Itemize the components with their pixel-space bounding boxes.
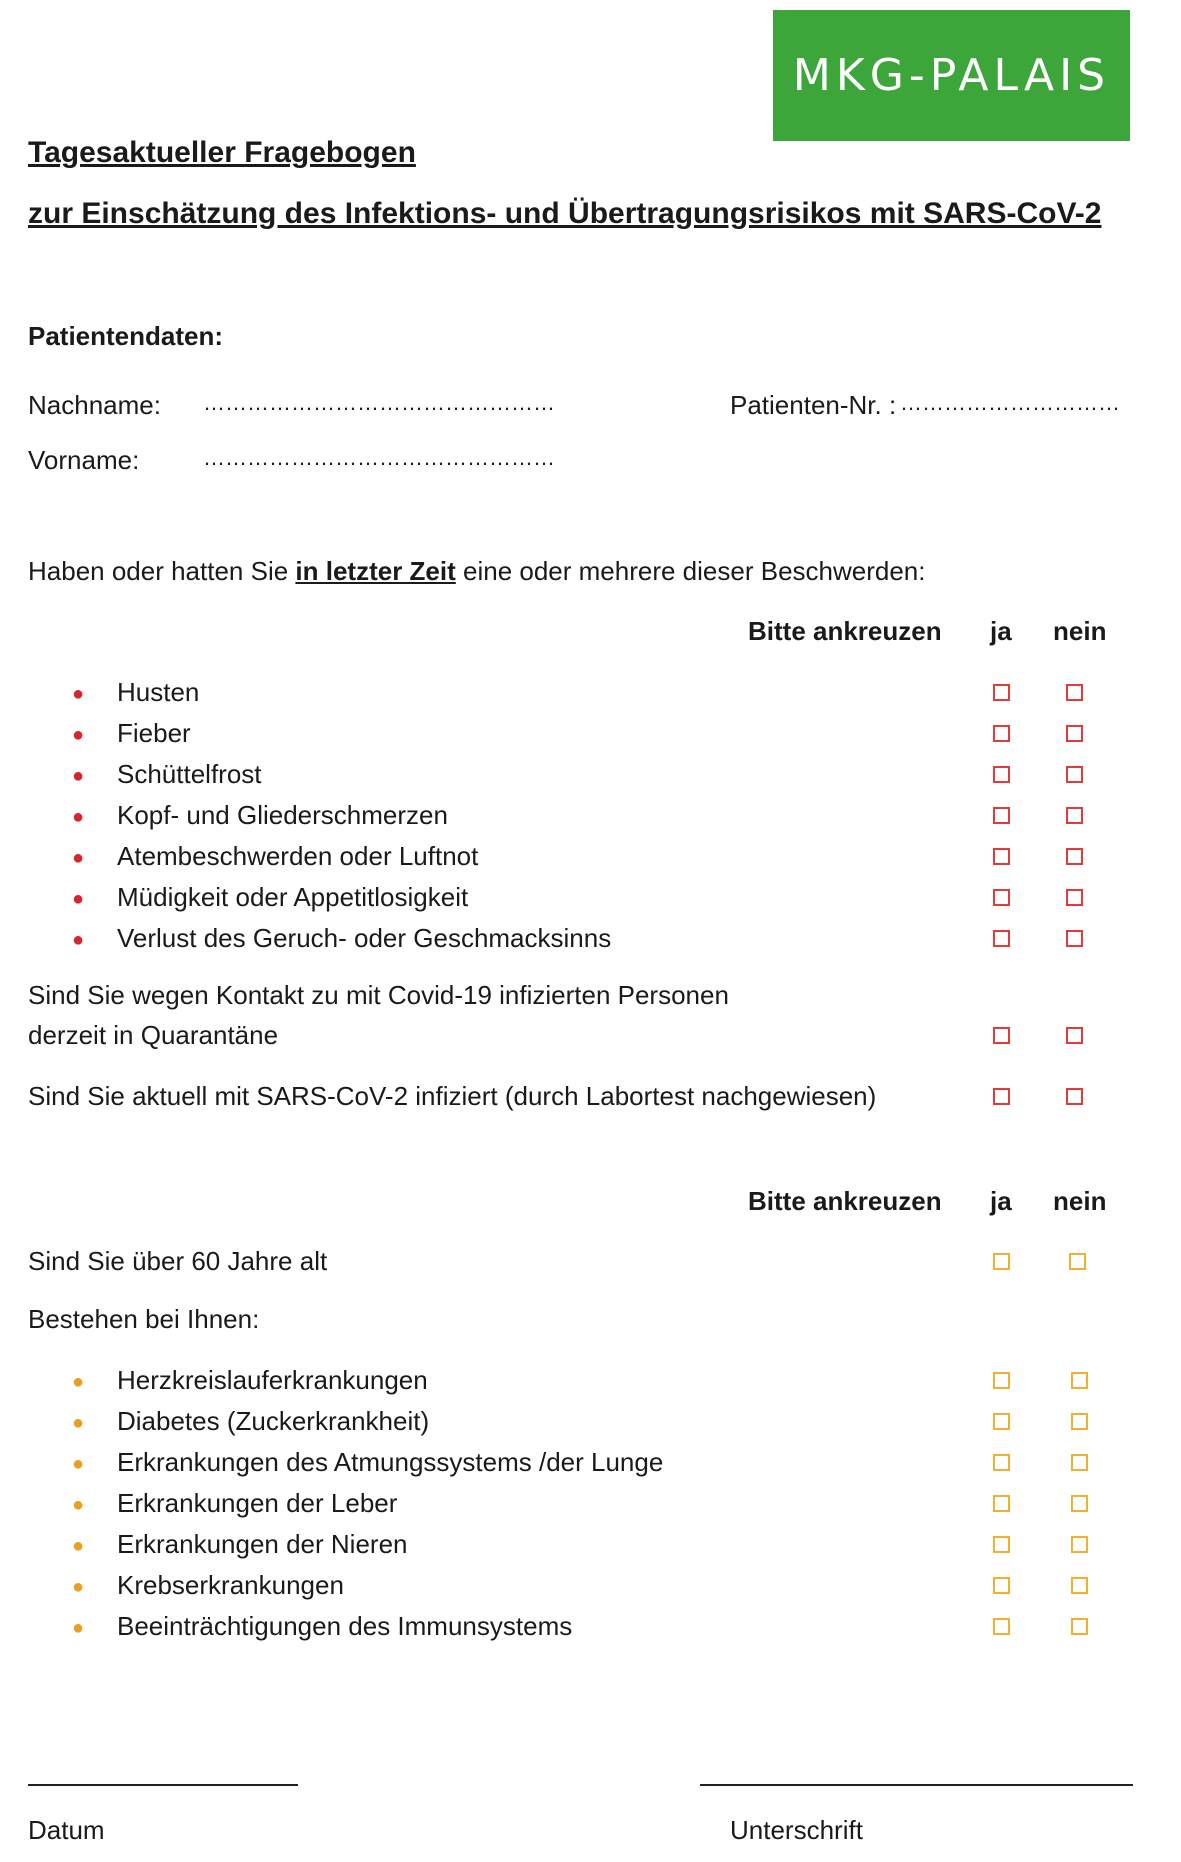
signature-line (700, 1784, 1133, 1786)
list-item: Erkrankungen der Nieren (117, 1529, 408, 1559)
no-checkbox[interactable] (1071, 1577, 1088, 1594)
no-checkbox[interactable] (1066, 848, 1083, 865)
header2-yes: ja (990, 1186, 1012, 1216)
symptoms-question: Haben oder hatten Sie in letzter Zeit eine oder mehrere dieser Beschwerden: (28, 556, 926, 586)
no-checkbox[interactable] (1071, 1372, 1088, 1389)
yes-checkbox[interactable] (993, 848, 1010, 865)
bullet-icon: ● (72, 1371, 85, 1393)
yes-checkbox[interactable] (993, 930, 1010, 947)
bullet-icon: ● (72, 1412, 85, 1434)
list-item: Krebserkrankungen (117, 1570, 344, 1600)
lastname-field[interactable]: ………………………………………… (203, 390, 555, 415)
logo-text: MKG-PALAIS (792, 50, 1111, 101)
firstname-label: Vorname: (28, 445, 140, 475)
emphasis-recent: in letzter Zeit (295, 556, 456, 586)
yes-checkbox[interactable] (993, 1577, 1010, 1594)
patient-number-field[interactable]: ………………………… (900, 390, 1120, 415)
bullet-icon: ● (72, 683, 85, 705)
list-item: Schüttelfrost (117, 759, 262, 789)
bullet-icon: ● (72, 929, 85, 951)
bullet-icon: ● (72, 1617, 85, 1639)
header2-instruction: Bitte ankreuzen (748, 1186, 942, 1216)
list-item: Atembeschwerden oder Luftnot (117, 841, 479, 871)
header-no: nein (1053, 616, 1107, 646)
quarantine-question-line2: derzeit in Quarantäne (28, 1020, 279, 1050)
yes-checkbox[interactable] (993, 725, 1010, 742)
yes-checkbox[interactable] (993, 1618, 1010, 1635)
bullet-icon: ● (72, 1576, 85, 1598)
quarantine-yes-checkbox[interactable] (993, 1027, 1010, 1044)
no-checkbox[interactable] (1071, 1536, 1088, 1553)
infected-yes-checkbox[interactable] (993, 1088, 1010, 1105)
quarantine-question-line1: Sind Sie wegen Kontakt zu mit Covid-19 infizierten Personen (28, 980, 729, 1010)
header-yes: ja (990, 616, 1012, 646)
lastname-label: Nachname: (28, 390, 161, 420)
yes-checkbox[interactable] (993, 1413, 1010, 1430)
infected-question: Sind Sie aktuell mit SARS-CoV-2 infiziert (durch Labortest nachgewiesen) (28, 1081, 877, 1111)
list-item: Müdigkeit oder Appetitlosigkeit (117, 882, 469, 912)
list-item: Herzkreislauferkrankungen (117, 1365, 428, 1395)
signature-label: Unterschrift (730, 1815, 863, 1845)
yes-checkbox[interactable] (993, 766, 1010, 783)
list-item: Erkrankungen des Atmungssystems /der Lunge (117, 1447, 664, 1477)
bullet-icon: ● (72, 1494, 85, 1516)
no-checkbox[interactable] (1071, 1413, 1088, 1430)
yes-checkbox[interactable] (993, 1495, 1010, 1512)
yes-checkbox[interactable] (993, 1454, 1010, 1471)
date-label: Datum (28, 1815, 105, 1845)
infected-no-checkbox[interactable] (1066, 1088, 1083, 1105)
bullet-icon: ● (72, 724, 85, 746)
bullet-icon: ● (72, 806, 85, 828)
list-item: Diabetes (Zuckerkrankheit) (117, 1406, 430, 1436)
logo (773, 10, 1130, 141)
bullet-icon: ● (72, 1453, 85, 1475)
header-instruction: Bitte ankreuzen (748, 616, 942, 646)
form-subtitle: zur Einschätzung des Infektions- und Übertragungsrisikos mit SARS-CoV-2 (28, 197, 1102, 230)
age-question: Sind Sie über 60 Jahre alt (28, 1246, 328, 1276)
no-checkbox[interactable] (1066, 930, 1083, 947)
list-item: Kopf- und Gliederschmerzen (117, 800, 448, 830)
yes-checkbox[interactable] (993, 889, 1010, 906)
patient-number-label: Patienten-Nr. : (730, 390, 897, 420)
no-checkbox[interactable] (1066, 725, 1083, 742)
list-item: Erkrankungen der Leber (117, 1488, 398, 1518)
no-checkbox[interactable] (1066, 766, 1083, 783)
age-yes-checkbox[interactable] (993, 1253, 1010, 1270)
no-checkbox[interactable] (1071, 1495, 1088, 1512)
no-checkbox[interactable] (1071, 1454, 1088, 1471)
yes-checkbox[interactable] (993, 1536, 1010, 1553)
bullet-icon: ● (72, 1535, 85, 1557)
date-line (28, 1784, 298, 1786)
list-item: Verlust des Geruch- oder Geschmacksinns (117, 923, 612, 953)
yes-checkbox[interactable] (993, 684, 1010, 701)
conditions-heading: Bestehen bei Ihnen: (28, 1304, 260, 1334)
quarantine-no-checkbox[interactable] (1066, 1027, 1083, 1044)
form-title: Tagesaktueller Fragebogen (28, 136, 416, 169)
bullet-icon: ● (72, 888, 85, 910)
patient-heading: Patientendaten: (28, 321, 224, 351)
no-checkbox[interactable] (1066, 807, 1083, 824)
no-checkbox[interactable] (1071, 1618, 1088, 1635)
firstname-field[interactable]: ………………………………………… (203, 445, 555, 470)
yes-checkbox[interactable] (993, 1372, 1010, 1389)
bullet-icon: ● (72, 765, 85, 787)
list-item: Husten (117, 677, 200, 707)
no-checkbox[interactable] (1066, 889, 1083, 906)
list-item: Fieber (117, 718, 191, 748)
age-no-checkbox[interactable] (1069, 1253, 1086, 1270)
yes-checkbox[interactable] (993, 807, 1010, 824)
list-item: Beeinträchtigungen des Immunsystems (117, 1611, 573, 1641)
bullet-icon: ● (72, 847, 85, 869)
no-checkbox[interactable] (1066, 684, 1083, 701)
header2-no: nein (1053, 1186, 1107, 1216)
